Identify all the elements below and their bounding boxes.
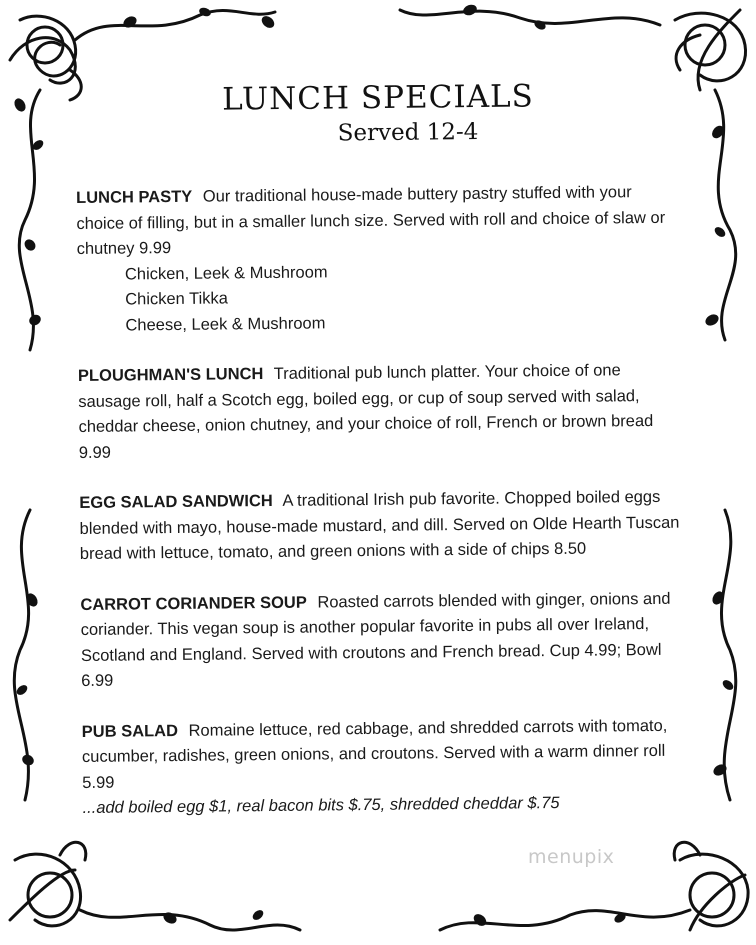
filling-option: Chicken, Leek & Mushroom: [124, 262, 328, 283]
item-description: Roasted carrots blended with ginger, onions and coriander. This vegan soup is another popular favorite in pubs all over Ireland, Scotland and England. Served with croutons and French bread. Cup 4.99; Bowl 6.99: [80, 589, 671, 690]
leaf: [27, 313, 42, 328]
menu-items-list: [76, 180, 683, 847]
leaf: [251, 908, 265, 922]
vine-bottom-left: [80, 910, 300, 930]
item-name: EGG SALAD SANDWICH: [79, 491, 273, 512]
filling-options: [125, 256, 678, 338]
leaf: [15, 683, 29, 697]
celtic-knot-bottom-left: [10, 842, 86, 926]
leaf: [22, 237, 37, 253]
leaf: [721, 678, 735, 692]
menu-title: LUNCH SPECIALS: [221, 78, 535, 118]
leaf: [20, 753, 35, 768]
salad-addons: ...add boiled egg $1, real bacon bits $.75, shredded cheddar $.75: [82, 793, 560, 817]
item-description: A traditional Irish pub favorite. Chopped boiled eggs blended with mayo, house-made mustard, and dill. Served on Olde Hearth Tuscan bread with lettuce, tomato, and green onions with a side of chips 8.50: [79, 487, 680, 563]
leaf: [713, 225, 727, 239]
vine-top-left: [75, 11, 275, 40]
filling-option: Chicken Tikka: [125, 289, 228, 309]
vine-top-right: [400, 10, 660, 25]
item-description: Traditional pub lunch platter. Your choice of one sausage roll, half a Scotch egg, boiled egg, or cup of soup served with salad, cheddar cheese, onion chutney, and your choice of roll, French or brown bread 9.99: [78, 361, 654, 462]
menu-item-lunch-pasty: [76, 180, 678, 339]
menu-item-egg-salad-sandwich: [79, 485, 680, 568]
vine-right-lower: [721, 510, 735, 800]
menupix-watermark: menupix: [528, 846, 615, 868]
item-name: PLOUGHMAN'S LUNCH: [77, 365, 264, 385]
item-description: Our traditional house-made buttery pastry stuffed with your choice of filling, but in a smaller lunch size. Served with roll and choice of slaw or chutney 9.99: [76, 183, 666, 258]
item-name: PUB SALAD: [81, 721, 179, 741]
celtic-knot-bottom-right: [674, 842, 748, 930]
menu-item-ploughmans-lunch: [78, 358, 679, 466]
item-name: LUNCH PASTY: [76, 187, 193, 207]
item-name: CARROT CORIANDER SOUP: [80, 593, 307, 614]
leaf: [703, 312, 720, 328]
item-description: Romaine lettuce, red cabbage, and shredded carrots with tomato, cucumber, radishes, green onions, and croutons. Served with a warm dinner roll 5.99: [81, 716, 668, 792]
menu-subtitle: Served 12-4: [337, 118, 479, 147]
leaf: [121, 14, 138, 30]
leaf: [471, 912, 488, 929]
filling-option: Cheese, Leek & Mushroom: [125, 313, 326, 334]
leaf: [161, 910, 178, 926]
menu-item-carrot-coriander-soup: [80, 586, 681, 694]
leaf: [462, 3, 479, 17]
leaf: [259, 14, 276, 31]
menu-item-pub-salad: [82, 713, 683, 821]
